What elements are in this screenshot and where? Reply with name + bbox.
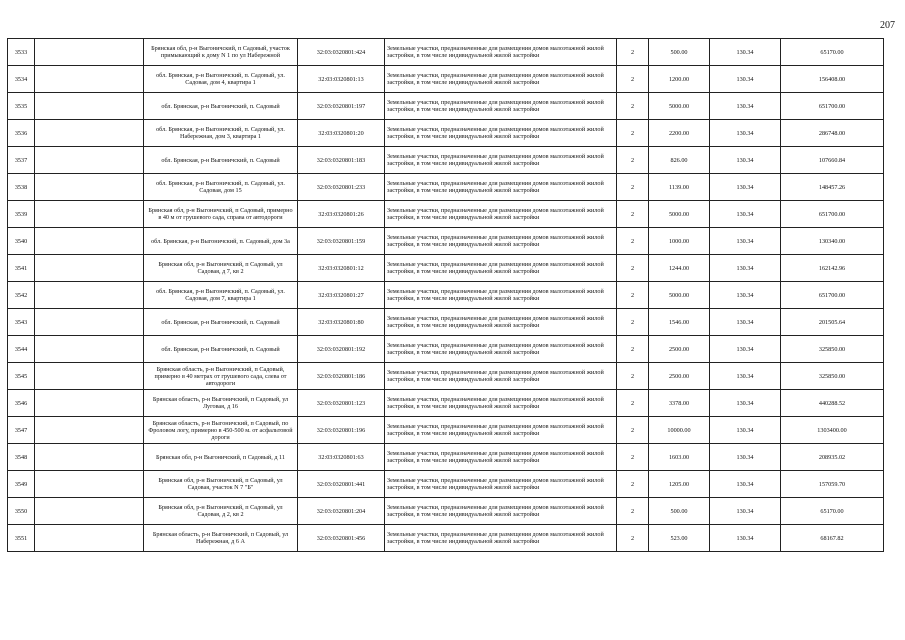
- land-use-cell: Земельные участки, предназначенные для размещения домов малоэтажной жилой застройки, в том числе индивидуальной жилой застройки: [385, 201, 617, 228]
- cadastral-value-cell: 130340.00: [781, 228, 884, 255]
- cadastral-number-cell: 32:03:0320801:159: [298, 228, 385, 255]
- specific-value-cell: 130.34: [710, 228, 781, 255]
- cadastral-value-cell: 651700.00: [781, 201, 884, 228]
- cadastral-value-cell: 1303400.00: [781, 417, 884, 444]
- group-cell: 2: [617, 255, 649, 282]
- group-cell: 2: [617, 39, 649, 66]
- specific-value-cell: 130.34: [710, 390, 781, 417]
- address-cell: Брянская область, р-н Выгоничский, п Садовый, примерно в 40 метрах от грушевого сада, слева от автодороги: [144, 363, 298, 390]
- area-cell: 1139.00: [649, 174, 710, 201]
- land-use-cell: Земельные участки, предназначенные для размещения домов малоэтажной жилой застройки, в том числе индивидуальной жилой застройки: [385, 390, 617, 417]
- specific-value-cell: 130.34: [710, 471, 781, 498]
- row-number-cell: 3546: [8, 390, 35, 417]
- specific-value-cell: 130.34: [710, 66, 781, 93]
- table-row: [8, 201, 884, 228]
- row-number-cell: 3550: [8, 498, 35, 525]
- address-cell: обл. Брянская, р-н Выгоничский, п. Садовый: [144, 309, 298, 336]
- address-cell: Брянская обл, р-н Выгоничский, п Садовый, примерно в 40 м от грушевого сада, справа от автодороги: [144, 201, 298, 228]
- row-number-cell: 3538: [8, 174, 35, 201]
- cadastral-number-cell: 32:03:0320801:27: [298, 282, 385, 309]
- land-use-cell: Земельные участки, предназначенные для размещения домов малоэтажной жилой застройки, в том числе индивидуальной жилой застройки: [385, 174, 617, 201]
- area-cell: 1244.00: [649, 255, 710, 282]
- table-row: [8, 93, 884, 120]
- cadastral-value-cell: 107660.84: [781, 147, 884, 174]
- specific-value-cell: 130.34: [710, 282, 781, 309]
- blank-cell: [35, 66, 144, 93]
- group-cell: 2: [617, 120, 649, 147]
- cadastral-number-cell: 32:03:0320801:196: [298, 417, 385, 444]
- row-number-cell: 3548: [8, 444, 35, 471]
- group-cell: 2: [617, 201, 649, 228]
- address-cell: обл. Брянская, р-н Выгоничский, п. Садовый, ул. Садовая, дом 7, квартира 1: [144, 282, 298, 309]
- cadastral-value-cell: 65170.00: [781, 498, 884, 525]
- cadastral-number-cell: 32:03:0320801:13: [298, 66, 385, 93]
- area-cell: 2500.00: [649, 363, 710, 390]
- cadastral-number-cell: 32:03:0320801:63: [298, 444, 385, 471]
- specific-value-cell: 130.34: [710, 309, 781, 336]
- row-number-cell: 3533: [8, 39, 35, 66]
- cadastral-value-cell: 156408.00: [781, 66, 884, 93]
- cadastral-number-cell: 32:03:0320801:80: [298, 309, 385, 336]
- area-cell: 826.00: [649, 147, 710, 174]
- address-cell: обл. Брянская, р-н Выгоничский, п. Садовый, ул. Садовая, дом 4, квартира 1: [144, 66, 298, 93]
- address-cell: обл. Брянская, р-н Выгоничский, п. Садовый, ул. Набережная, дом 3, квартира 1: [144, 120, 298, 147]
- blank-cell: [35, 525, 144, 552]
- cadastral-number-cell: 32:03:0320801:197: [298, 93, 385, 120]
- blank-cell: [35, 120, 144, 147]
- land-use-cell: Земельные участки, предназначенные для размещения домов малоэтажной жилой застройки, в том числе индивидуальной жилой застройки: [385, 471, 617, 498]
- address-cell: обл. Брянская, р-н Выгоничский, п. Садовый: [144, 336, 298, 363]
- cadastral-number-cell: 32:03:0320801:26: [298, 201, 385, 228]
- blank-cell: [35, 39, 144, 66]
- table-row: [8, 444, 884, 471]
- cadastral-value-cell: 201505.64: [781, 309, 884, 336]
- table-row: [8, 336, 884, 363]
- blank-cell: [35, 444, 144, 471]
- group-cell: 2: [617, 174, 649, 201]
- address-cell: Брянская обл, р-н Выгоничский, п Садовый, участок примыкающий к дому N 1 по ул Набережной: [144, 39, 298, 66]
- table-row: [8, 309, 884, 336]
- table-row: [8, 66, 884, 93]
- cadastral-value-cell: 651700.00: [781, 282, 884, 309]
- address-cell: обл. Брянская, р-н Выгоничский, п. Садовый, ул. Садовая, дом 15: [144, 174, 298, 201]
- area-cell: 2500.00: [649, 336, 710, 363]
- table-row: [8, 471, 884, 498]
- area-cell: 1546.00: [649, 309, 710, 336]
- cadastral-number-cell: 32:03:0320801:456: [298, 525, 385, 552]
- cadastral-number-cell: 32:03:0320801:192: [298, 336, 385, 363]
- group-cell: 2: [617, 363, 649, 390]
- blank-cell: [35, 93, 144, 120]
- cadastral-value-cell: 68167.82: [781, 525, 884, 552]
- row-number-cell: 3542: [8, 282, 35, 309]
- area-cell: 500.00: [649, 39, 710, 66]
- row-number-cell: 3551: [8, 525, 35, 552]
- cadastral-value-cell: 65170.00: [781, 39, 884, 66]
- area-cell: 1200.00: [649, 66, 710, 93]
- table-row: [8, 390, 884, 417]
- specific-value-cell: 130.34: [710, 417, 781, 444]
- land-use-cell: Земельные участки, предназначенные для размещения домов малоэтажной жилой застройки, в том числе индивидуальной жилой застройки: [385, 39, 617, 66]
- group-cell: 2: [617, 282, 649, 309]
- cadastral-number-cell: 32:03:0320801:441: [298, 471, 385, 498]
- cadastral-number-cell: 32:03:0320801:12: [298, 255, 385, 282]
- blank-cell: [35, 282, 144, 309]
- cadastral-number-cell: 32:03:0320801:204: [298, 498, 385, 525]
- land-use-cell: Земельные участки, предназначенные для размещения домов малоэтажной жилой застройки, в том числе индивидуальной жилой застройки: [385, 228, 617, 255]
- address-cell: Брянская область, р-н Выгоничский, п Садовый, по Фроловом логу, примерно в 450-500 м. от асфальтовой дороги: [144, 417, 298, 444]
- group-cell: 2: [617, 309, 649, 336]
- row-number-cell: 3534: [8, 66, 35, 93]
- specific-value-cell: 130.34: [710, 336, 781, 363]
- area-cell: 1603.00: [649, 444, 710, 471]
- cadastral-number-cell: 32:03:0320801:186: [298, 363, 385, 390]
- specific-value-cell: 130.34: [710, 444, 781, 471]
- cadastral-number-cell: 32:03:0320801:233: [298, 174, 385, 201]
- row-number-cell: 3536: [8, 120, 35, 147]
- row-number-cell: 3544: [8, 336, 35, 363]
- cadastral-number-cell: 32:03:0320801:123: [298, 390, 385, 417]
- row-number-cell: 3540: [8, 228, 35, 255]
- land-use-cell: Земельные участки, предназначенные для размещения домов малоэтажной жилой застройки, в том числе индивидуальной жилой застройки: [385, 93, 617, 120]
- area-cell: 500.00: [649, 498, 710, 525]
- registry-table: [7, 38, 884, 552]
- row-number-cell: 3539: [8, 201, 35, 228]
- land-use-cell: Земельные участки, предназначенные для размещения домов малоэтажной жилой застройки, в том числе индивидуальной жилой застройки: [385, 363, 617, 390]
- area-cell: 2200.00: [649, 120, 710, 147]
- land-use-cell: Земельные участки, предназначенные для размещения домов малоэтажной жилой застройки, в том числе индивидуальной жилой застройки: [385, 336, 617, 363]
- cadastral-value-cell: 325850.00: [781, 336, 884, 363]
- area-cell: 3378.00: [649, 390, 710, 417]
- land-use-cell: Земельные участки, предназначенные для размещения домов малоэтажной жилой застройки, в том числе индивидуальной жилой застройки: [385, 255, 617, 282]
- row-number-cell: 3545: [8, 363, 35, 390]
- table-row: [8, 147, 884, 174]
- address-cell: Брянская обл, р-н Выгоничский, п Садовый, ул Садовая, д 7, кв 2: [144, 255, 298, 282]
- row-number-cell: 3549: [8, 471, 35, 498]
- area-cell: 10000.00: [649, 417, 710, 444]
- area-cell: 5000.00: [649, 282, 710, 309]
- blank-cell: [35, 363, 144, 390]
- area-cell: 523.00: [649, 525, 710, 552]
- address-cell: Брянская область, р-н Выгоничский, п Садовый, ул Луговая, д 16: [144, 390, 298, 417]
- blank-cell: [35, 147, 144, 174]
- land-use-cell: Земельные участки, предназначенные для размещения домов малоэтажной жилой застройки, в том числе индивидуальной жилой застройки: [385, 282, 617, 309]
- blank-cell: [35, 309, 144, 336]
- address-cell: Брянская обл, р-н Выгоничский, п Садовый, ул Садовая, участок N 7 "Б": [144, 471, 298, 498]
- table-row: [8, 255, 884, 282]
- table-row: [8, 498, 884, 525]
- cadastral-number-cell: 32:03:0320801:20: [298, 120, 385, 147]
- table-row: [8, 417, 884, 444]
- cadastral-value-cell: 286748.00: [781, 120, 884, 147]
- group-cell: 2: [617, 498, 649, 525]
- specific-value-cell: 130.34: [710, 498, 781, 525]
- row-number-cell: 3537: [8, 147, 35, 174]
- area-cell: 1205.00: [649, 471, 710, 498]
- land-use-cell: Земельные участки, предназначенные для размещения домов малоэтажной жилой застройки, в том числе индивидуальной жилой застройки: [385, 66, 617, 93]
- cadastral-number-cell: 32:03:0320801:424: [298, 39, 385, 66]
- row-number-cell: 3547: [8, 417, 35, 444]
- group-cell: 2: [617, 471, 649, 498]
- blank-cell: [35, 255, 144, 282]
- cadastral-value-cell: 208935.02: [781, 444, 884, 471]
- specific-value-cell: 130.34: [710, 525, 781, 552]
- specific-value-cell: 130.34: [710, 93, 781, 120]
- cadastral-number-cell: 32:03:0320801:183: [298, 147, 385, 174]
- group-cell: 2: [617, 66, 649, 93]
- table-row: [8, 39, 884, 66]
- blank-cell: [35, 228, 144, 255]
- group-cell: 2: [617, 444, 649, 471]
- blank-cell: [35, 336, 144, 363]
- address-cell: Брянская обл, р-н Выгоничский, п Садовый, д 11: [144, 444, 298, 471]
- group-cell: 2: [617, 525, 649, 552]
- cadastral-value-cell: 325850.00: [781, 363, 884, 390]
- address-cell: обл. Брянская, р-н Выгоничский, п. Садовый: [144, 93, 298, 120]
- land-use-cell: Земельные участки, предназначенные для размещения домов малоэтажной жилой застройки, в том числе индивидуальной жилой застройки: [385, 417, 617, 444]
- cadastral-value-cell: 157059.70: [781, 471, 884, 498]
- specific-value-cell: 130.34: [710, 147, 781, 174]
- page-number: 207: [880, 20, 895, 31]
- table-row: [8, 228, 884, 255]
- table-row: [8, 525, 884, 552]
- specific-value-cell: 130.34: [710, 39, 781, 66]
- group-cell: 2: [617, 228, 649, 255]
- table-row: [8, 282, 884, 309]
- cadastral-value-cell: 148457.26: [781, 174, 884, 201]
- specific-value-cell: 130.34: [710, 363, 781, 390]
- area-cell: 5000.00: [649, 93, 710, 120]
- group-cell: 2: [617, 390, 649, 417]
- specific-value-cell: 130.34: [710, 120, 781, 147]
- blank-cell: [35, 417, 144, 444]
- area-cell: 5000.00: [649, 201, 710, 228]
- row-number-cell: 3535: [8, 93, 35, 120]
- blank-cell: [35, 471, 144, 498]
- address-cell: Брянская область, р-н Выгоничский, п Садовый, ул Набережная, д 6 А: [144, 525, 298, 552]
- table-row: [8, 174, 884, 201]
- cadastral-value-cell: 162142.96: [781, 255, 884, 282]
- specific-value-cell: 130.34: [710, 201, 781, 228]
- cadastral-value-cell: 440288.52: [781, 390, 884, 417]
- blank-cell: [35, 174, 144, 201]
- row-number-cell: 3541: [8, 255, 35, 282]
- land-use-cell: Земельные участки, предназначенные для размещения домов малоэтажной жилой застройки, в том числе индивидуальной жилой застройки: [385, 525, 617, 552]
- row-number-cell: 3543: [8, 309, 35, 336]
- land-use-cell: Земельные участки, предназначенные для размещения домов малоэтажной жилой застройки, в том числе индивидуальной жилой застройки: [385, 147, 617, 174]
- table-row: [8, 120, 884, 147]
- address-cell: обл. Брянская, р-н Выгоничский, п. Садовый, дом 3а: [144, 228, 298, 255]
- area-cell: 1000.00: [649, 228, 710, 255]
- group-cell: 2: [617, 147, 649, 174]
- land-use-cell: Земельные участки, предназначенные для размещения домов малоэтажной жилой застройки, в том числе индивидуальной жилой застройки: [385, 309, 617, 336]
- specific-value-cell: 130.34: [710, 255, 781, 282]
- registry-table-body: [8, 39, 884, 552]
- group-cell: 2: [617, 417, 649, 444]
- land-use-cell: Земельные участки, предназначенные для размещения домов малоэтажной жилой застройки, в том числе индивидуальной жилой застройки: [385, 120, 617, 147]
- blank-cell: [35, 201, 144, 228]
- blank-cell: [35, 390, 144, 417]
- address-cell: обл. Брянская, р-н Выгоничский, п. Садовый: [144, 147, 298, 174]
- group-cell: 2: [617, 93, 649, 120]
- blank-cell: [35, 498, 144, 525]
- land-use-cell: Земельные участки, предназначенные для размещения домов малоэтажной жилой застройки, в том числе индивидуальной жилой застройки: [385, 498, 617, 525]
- cadastral-value-cell: 651700.00: [781, 93, 884, 120]
- table-row: [8, 363, 884, 390]
- group-cell: 2: [617, 336, 649, 363]
- specific-value-cell: 130.34: [710, 174, 781, 201]
- land-use-cell: Земельные участки, предназначенные для размещения домов малоэтажной жилой застройки, в том числе индивидуальной жилой застройки: [385, 444, 617, 471]
- address-cell: Брянская обл, р-н Выгоничский, п Садовый, ул Садовая, д 2, кв 2: [144, 498, 298, 525]
